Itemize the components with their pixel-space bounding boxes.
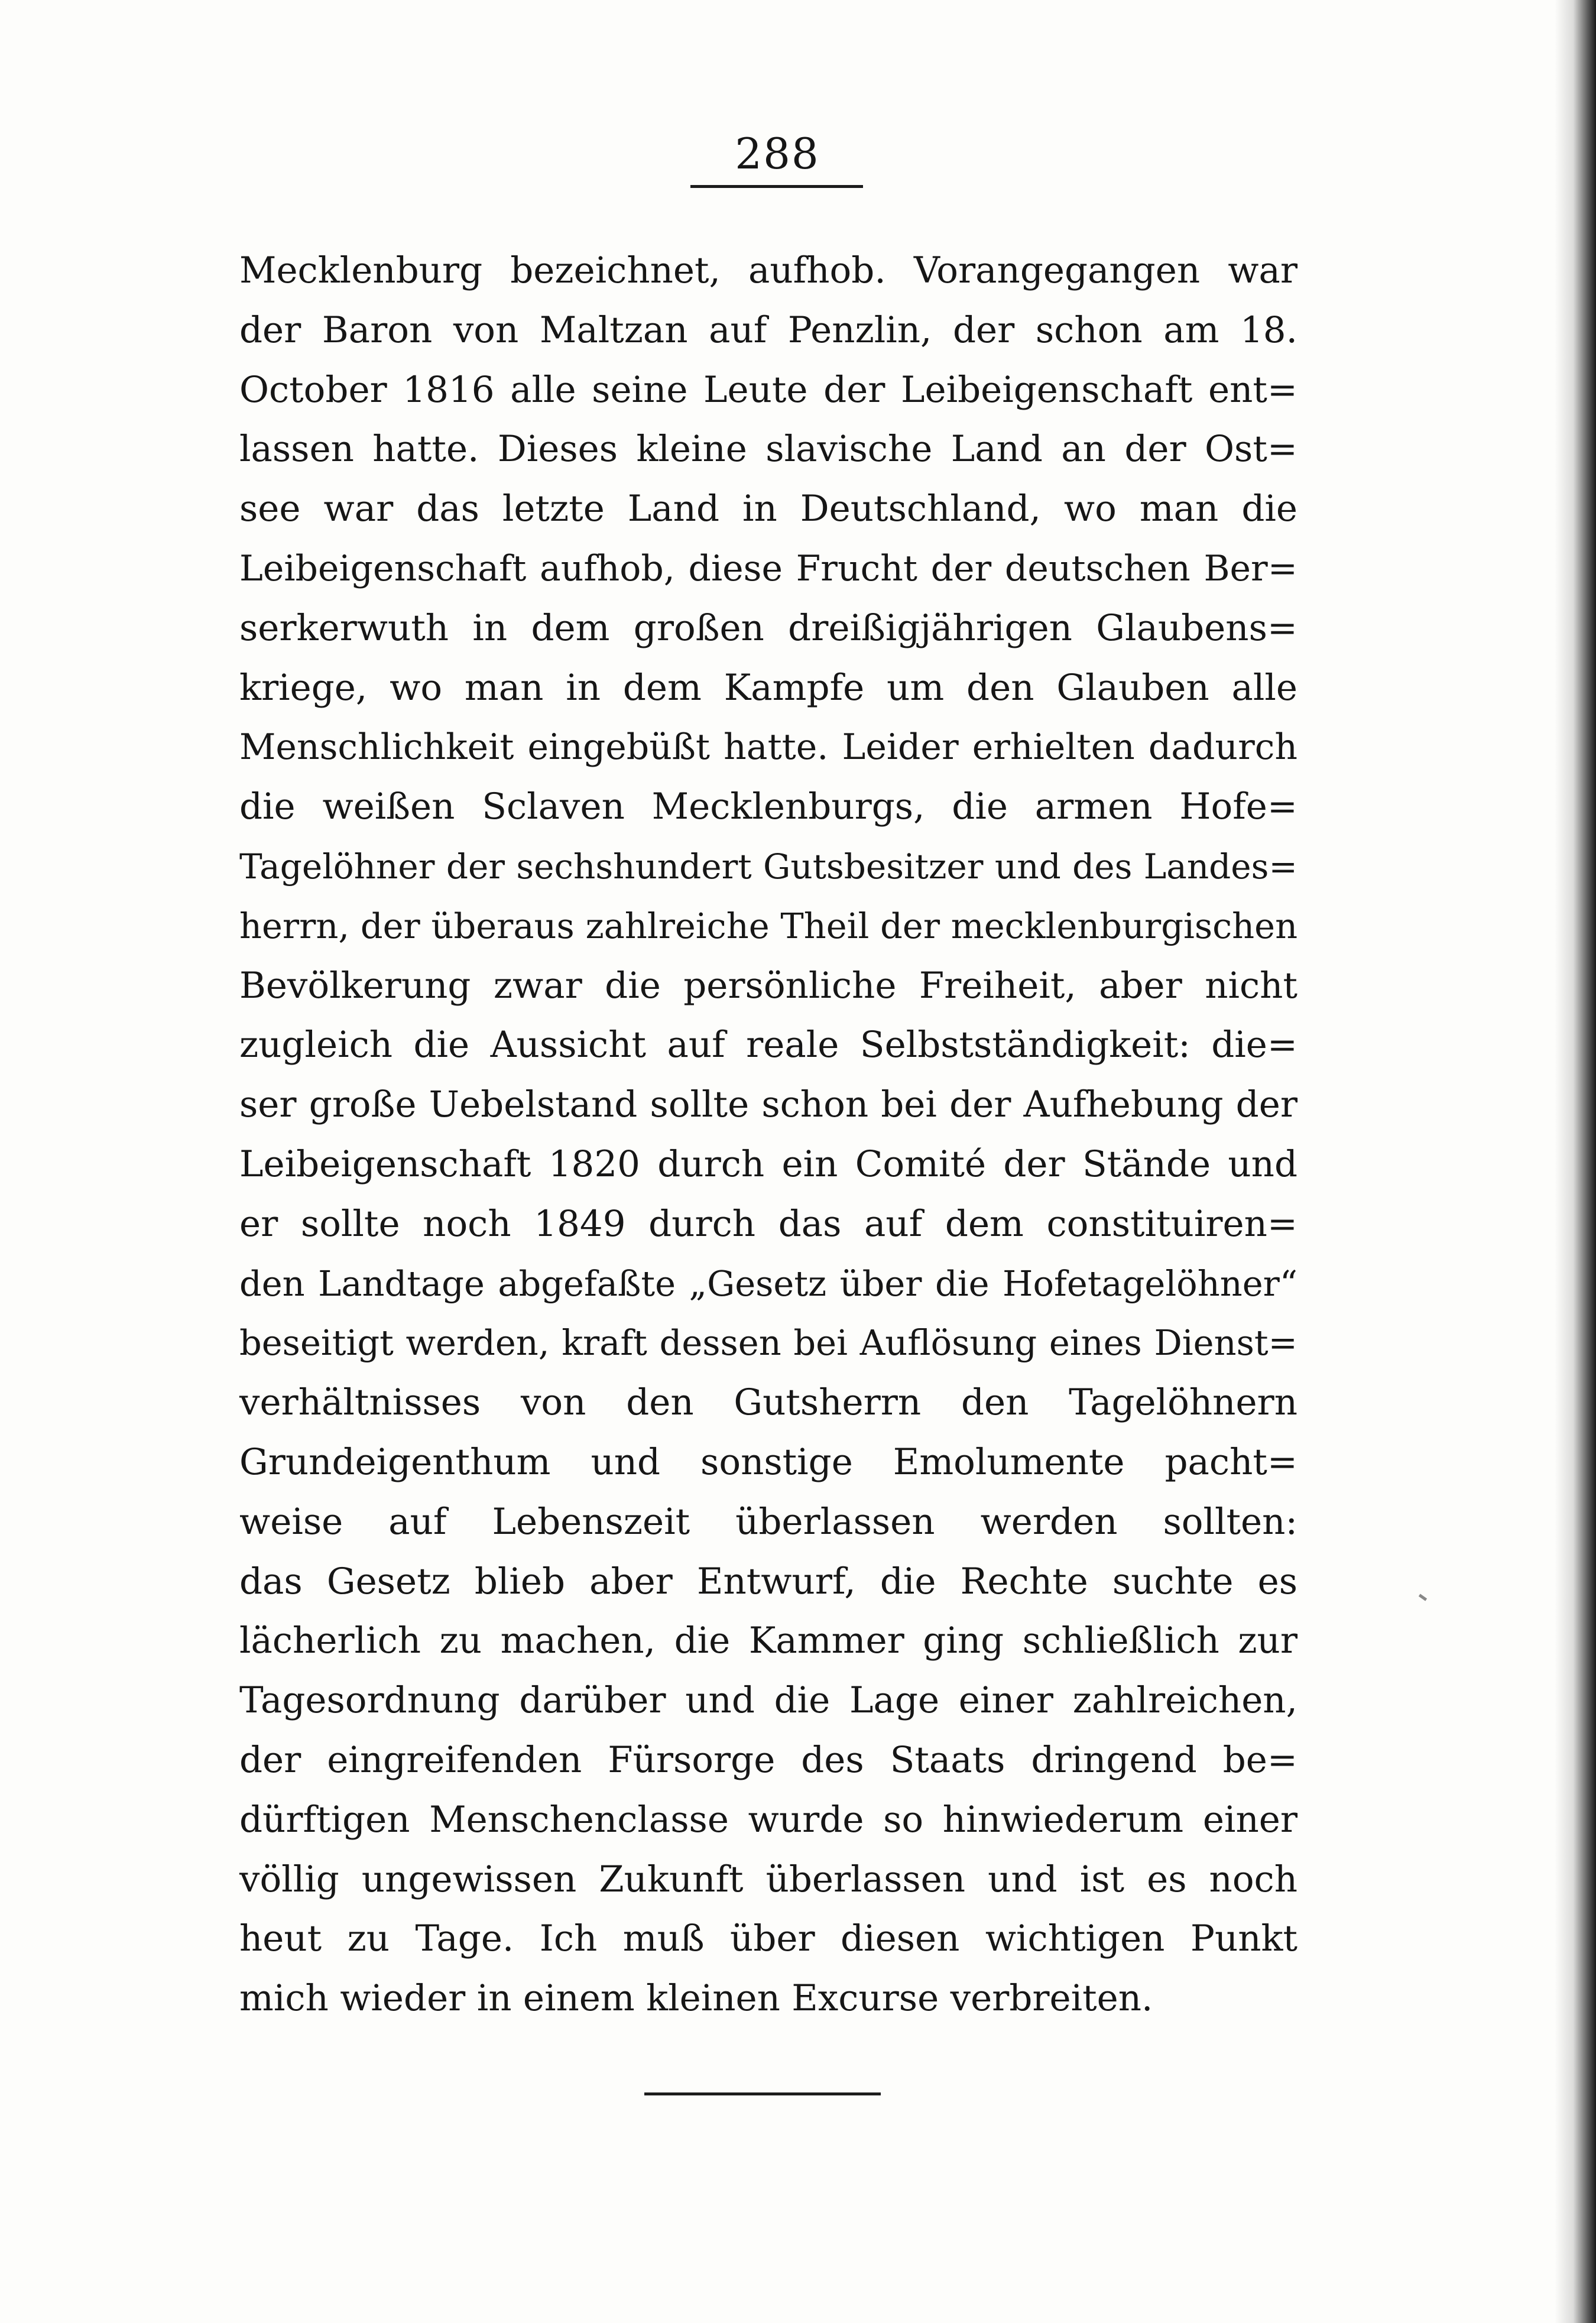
text-line: heut zu Tage. Ich muß über diesen wichtigen Punkt [239,1918,1297,1960]
text-line: dürftigen Menschenclasse wurde so hinwiederum einer [239,1798,1297,1841]
text-line: beseitigt werden, kraft dessen bei Auflösung eines Dienst= [239,1322,1297,1364]
text-line: den Landtage abgefaßte „Gesetz über die Hofetagelöhner“ [239,1263,1297,1304]
text-line: weise auf Lebenszeit überlassen werden sollten: [239,1500,1297,1543]
text-line: Bevölkerung zwar die persönliche Freiheit, aber nicht [239,964,1297,1007]
text-line: herrn, der überaus zahlreiche Theil der mecklenburgischen [239,905,1298,946]
text-line: Tagesordnung darüber und die Lage einer zahlreichen, [239,1679,1297,1722]
text-line: er sollte noch 1849 durch das auf dem constituiren= [239,1202,1297,1245]
text-line: kriege, wo man in dem Kampfe um den Glauben alle [239,666,1297,709]
text-line: Tagelöhner der sechshundert Gutsbesitzer und des Landes= [239,846,1297,887]
text-line: verhältnisses von den Gutsherrn den Tagelöhnern [239,1381,1297,1424]
text-line: der eingreifenden Fürsorge des Staats dringend be= [239,1738,1297,1781]
text-line: serkerwuth in dem großen dreißigjährigen Glaubens= [239,606,1297,649]
text-line: October 1816 alle seine Leute der Leibeigenschaft ent= [239,368,1297,411]
text-line: Menschlichkeit eingebüßt hatte. Leider erhielten dadurch [239,726,1297,768]
text-line: das Gesetz blieb aber Entwurf, die Rechte suchte es [239,1560,1297,1602]
text-line: lassen hatte. Dieses kleine slavische Land an der Ost= [239,428,1297,471]
text-line: Grundeigenthum und sonstige Emolumente pacht= [239,1440,1297,1483]
body-text [239,241,1297,2029]
text-line: die weißen Sclaven Mecklenburgs, die armen Hofe= [239,786,1297,828]
spine-shadow [1555,0,1596,2323]
paper-speck [1419,1594,1427,1601]
page-number-rule [690,185,863,188]
text-line: Leibeigenschaft 1820 durch ein Comité der Stände und [239,1143,1297,1185]
text-line: lächerlich zu machen, die Kammer ging schließlich zur [239,1620,1297,1662]
text-line: see war das letzte Land in Deutschland, wo man die [239,488,1297,530]
text-line: ser große Uebelstand sollte schon bei der Aufhebung der [239,1083,1297,1126]
text-line: zugleich die Aussicht auf reale Selbstständigkeit: die= [239,1024,1297,1066]
text-line: der Baron von Maltzan auf Penzlin, der schon am 18. [239,309,1297,351]
text-line: mich wieder in einem kleinen Excurse verbreiten. [239,1977,1153,2020]
section-end-rule [644,2092,881,2095]
text-line: Leibeigenschaft aufhob, diese Frucht der deutschen Ber= [239,547,1297,589]
text-line: völlig ungewissen Zukunft überlassen und ist es noch [239,1858,1297,1900]
text-line: Mecklenburg bezeichnet, aufhob. Vorangegangen war [239,249,1297,291]
page-number: 288 [735,129,820,179]
